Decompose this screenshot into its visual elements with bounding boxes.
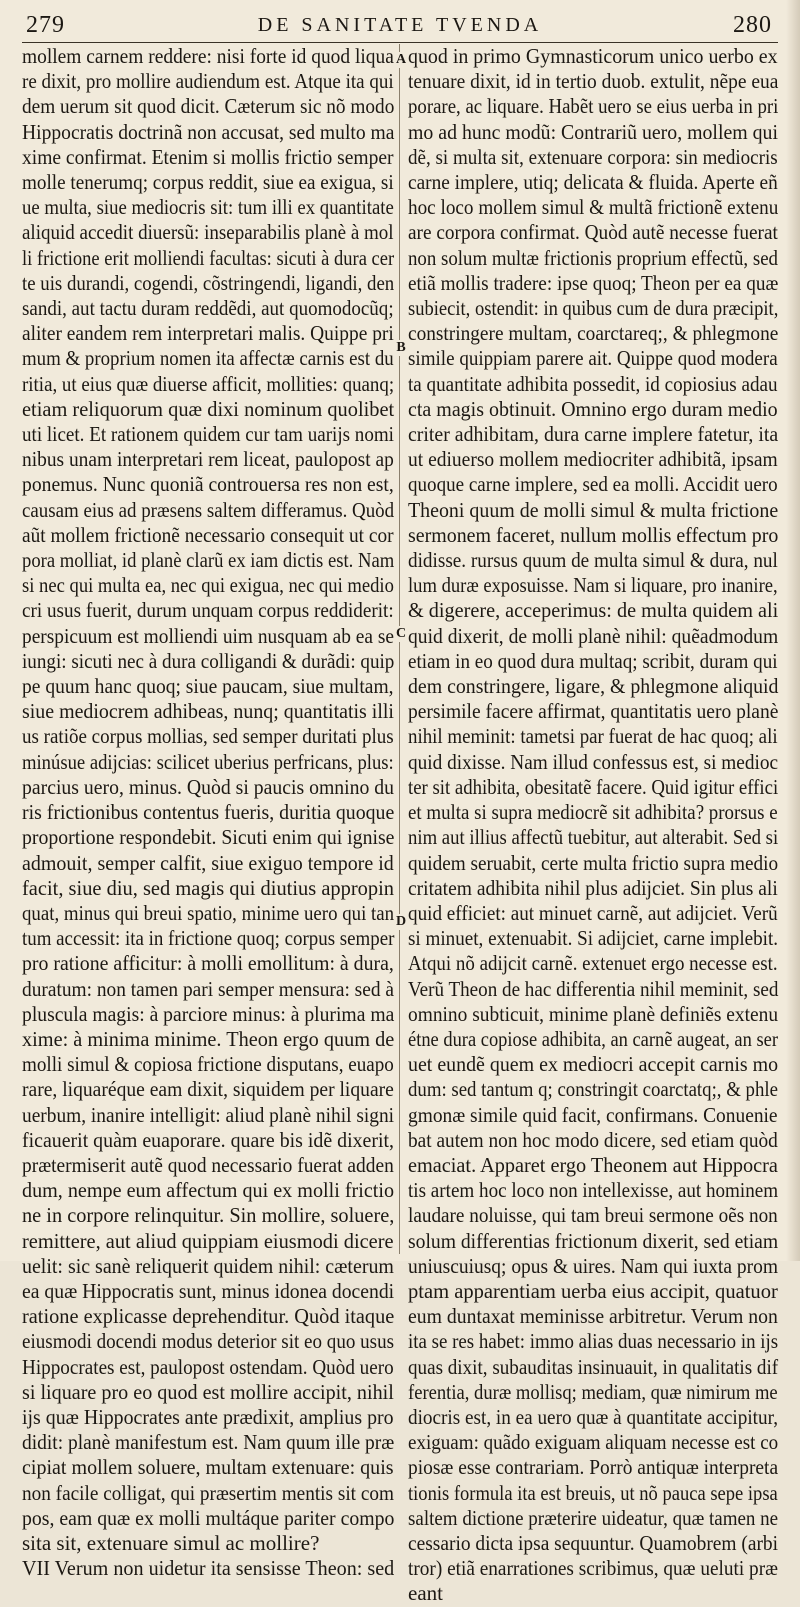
margin-letter-d: D (395, 914, 407, 929)
margin-letter-c: C (395, 626, 407, 641)
text-line: saltem dictione præterire uideatur, quæ tamen ne (408, 1505, 779, 1530)
text-line: dum: sed tantum q; constringit coarctatq;, & phle (408, 1077, 778, 1102)
text-line: eum duntaxat meminisse arbitretur. Verum non (408, 1304, 778, 1329)
text-line: causam eius ad præsens saltem differamus. Quòd (22, 497, 395, 522)
text-line: pluscula magis: à parciore minus: à plurima ma (22, 1001, 395, 1026)
text-line: xime: à minima minime. Theon ergo quum de (22, 1026, 395, 1051)
page-number-left: 279 (26, 12, 65, 38)
text-line: quid dixisse. Nam illud confessus est, si medioc (408, 749, 779, 774)
text-line: li frictione erit molliendi facultas: sicuti à dura cer (22, 245, 395, 270)
left-column-text (22, 44, 395, 1581)
margin-letter-b: B (396, 340, 406, 355)
text-line: étne dura copiose adhibita, an carnẽ augeat, an ser (408, 1026, 778, 1051)
text-line: Verũ Theon de hac differentia nihil meminit, sed (408, 976, 779, 1001)
text-line: quidem seruabit, certe multa frictio supra medio (408, 850, 779, 875)
text-line: aũt mollem frictionẽ necessario consequit ut cor (22, 522, 394, 547)
running-header (22, 10, 778, 43)
text-line: ponemus. Nunc quoniã controuersa res non est, (22, 472, 394, 497)
text-line: porare, ac liquare. Habẽt uero se eius uerba in pri (408, 94, 779, 119)
text-line: prætermiserit autẽ quod necessario fuerat adden (22, 1152, 394, 1177)
text-line: ptam apparentiam uerba eius accipit, quatuor (408, 1278, 778, 1303)
text-line: ficauerit quàm euaporare. quare bis idẽ dixerit, (22, 1127, 395, 1152)
text-line: si liquare pro eo quod est mollire accipit, nihil (22, 1379, 394, 1404)
text-line: carne implere, utiq; delicata & fluida. Aperte eñ (408, 170, 778, 195)
text-line: eant (408, 1581, 443, 1606)
text-line: quat, minus qui breui spatio, minime uero qui tan (22, 900, 395, 925)
text-line: cta magis obtinuit. Omnino ergo duram medio (408, 396, 778, 421)
text-line: molle tenerumq; corpus reddit, siue ea exigua, si (22, 170, 394, 195)
text-line: nihil meminit: tametsi par fuerat de hac quoq; ali (408, 724, 778, 749)
text-line: aliter eandem rem interpretari malis. Quippe pri (22, 321, 394, 346)
text-line: ferentia, duræ mollisq; mediam, quæ nimirum me (408, 1379, 778, 1404)
text-line: si nec qui multa ea, nec qui exigua, nec qui medio (22, 573, 394, 598)
text-line: mum & proprium nomen ita affectæ carnis est du (22, 346, 394, 371)
text-line: tum accessit: ita in frictione quoq; corpus semper (22, 926, 395, 951)
text-line: dem uerum sit quod dicit. Cæterum sic nõ modo (22, 94, 395, 119)
text-line: non solum multæ frictionis proprium effectũ, sed (408, 245, 779, 270)
text-line: ris frictionibus contentus fueris, duritia quoque (22, 800, 395, 825)
text-line: etiam reliquorum quæ dixi nominum quolibet (22, 396, 395, 421)
column-divider (399, 44, 400, 1254)
text-line: constringere multam, coarctareq;, & phlegmone (408, 321, 779, 346)
text-line: molli simul & copiosa frictione disputans, euapo (22, 1052, 394, 1077)
text-line: cessario dicta ipsa sequuntur. Quamobrem (arbi (408, 1530, 779, 1555)
text-line: gmonæ simile quid facit, confirmans. Conuenie (408, 1102, 778, 1127)
text-line: iungi: sicuti nec à dura colligandi & durãdi: quip (22, 648, 395, 673)
text-line: lum duræ exposuisse. Nam si liquare, pro inanire, (408, 573, 778, 598)
text-line: aliquid accedit diuersũ: inseparabilis planè à mol (22, 220, 394, 245)
text-line: ne in corpore relinquitur. Sin mollire, soluere, (22, 1203, 395, 1228)
text-line: nibus unam interpretari rem liceat, paulopost ap (22, 447, 394, 472)
text-line: mollem carnem reddere: nisi forte id quod liqua (22, 44, 394, 68)
text-line: duratum: non tamen pari semper mensura: sed à (22, 976, 394, 1001)
text-line: si minuet, extenuabit. Si adijciet, carne implebit. (408, 926, 779, 951)
text-line: ut ediuerso mollem mediocriter adhibitã, ipsam (408, 447, 778, 472)
text-line: xime confirmat. Etenim si mollis frictio semper (22, 144, 394, 169)
text-line: ijs quæ Hippocrates ante prædixit, amplius pro (22, 1404, 394, 1429)
text-line: remittere, aut aliud quippiam eiusmodi dicere (22, 1228, 394, 1253)
text-line: etiam in eo quod dura multaq; scribit, duram qui (408, 648, 778, 673)
text-line: cri usus fuerit, durum unquam corpus reddiderit: (22, 598, 394, 623)
text-line: cipiat mollem soluere, multam extenuare: quis (22, 1455, 394, 1480)
text-line: tis artem hoc loco non intellexisse, aut hominem (408, 1178, 779, 1203)
text-line: non facile colligat, qui præsertim mentis sit com (22, 1480, 394, 1505)
text-line: uelit: sic sanè reliquerit quidem nihil: cæterum (22, 1253, 394, 1278)
text-line: etiã mollis tradere: ipse quoq; Theon per ea quæ (408, 270, 779, 295)
text-line: facit, siue diu, sed magis qui diutius appropin (22, 875, 395, 900)
text-line: pe quum hanc quoq; siue paucam, siue multam, (22, 674, 394, 699)
text-line: VII Verum non uidetur ita sensisse Theon: sed (22, 1556, 395, 1581)
running-title: DE SANITATE TVENDA (257, 14, 543, 36)
text-line: re dixit, pro mollire audiendum est. Atque ita qui (22, 69, 394, 94)
margin-letter-a: A (395, 52, 407, 67)
text-line: sandi, aut tactu duram reddẽdi, aut quomodocũq; (22, 296, 394, 321)
text-line: piosæ esse contrariam. Porrò antiquæ interpreta (408, 1455, 779, 1480)
text-line: tenuare dixit, id in tertio duob. extulit, nẽpe eua (408, 69, 779, 94)
text-line: et multa si supra mediocrẽ sit adhibita? prorsus e (408, 800, 778, 825)
text-line: Hippocrates est, paulopost ostendam. Quòd uero (22, 1354, 394, 1379)
page-edge-shadow (786, 0, 800, 1261)
text-line: eiusmodi docendi modus deterior sit eo quo usus (22, 1329, 395, 1354)
text-line: & digerere, acceperimus: de multa quidem ali (408, 598, 779, 623)
text-line: sita sit, extenuare simul ac mollire? (22, 1530, 320, 1555)
text-line: uerbum, inanire intelligit: aliud planè nihil signi (22, 1102, 395, 1127)
text-line: dẽ, si multa sit, extenuare corpora: sin mediocris (408, 144, 778, 169)
text-line: rare, liquaréque eam dixit, siquidem per liquare (22, 1077, 394, 1102)
text-line: dum, nempe eum affectum qui ex molli frictio (22, 1178, 395, 1203)
text-line: hoc loco mollem simul & multã frictionẽ extenu (408, 195, 779, 220)
text-line: ratione explicasse deprehenditur. Quòd itaque (22, 1304, 395, 1329)
right-column-text (408, 44, 779, 1606)
text-line: diocris est, in ea uero quæ à quantitate accipitur, (408, 1404, 779, 1429)
text-line: uniuscuiusq; opus & uires. Nam qui iuxta prom (408, 1253, 778, 1278)
text-line: admouit, semper calfit, siue exiguo tempore id (22, 850, 394, 875)
text-line: Theoni quum de molli simul & multa frictione (408, 497, 779, 522)
text-line: bat autem non hoc modo dicere, sed etiam quòd (408, 1127, 778, 1152)
text-line: laudare noluisse, qui tam breui sermone oẽs non (408, 1203, 778, 1228)
text-line: minúsue adijcias: scilicet uberius perfricans, plus: (22, 749, 394, 774)
text-line: didisse. rursus quum de multa simul & dura, nul (408, 548, 778, 573)
page-number-right: 280 (733, 12, 772, 38)
text-line: Atqui nõ adijcit carnẽ. extenuet ergo necesse est. (408, 951, 778, 976)
text-line: simile quippiam parere ait. Quippe quod modera (408, 346, 778, 371)
text-line: criter adhibitam, dura carne implere fatetur, ita (408, 422, 779, 447)
text-line: Hippocratis doctrinã non accusat, sed multo ma (22, 119, 395, 144)
text-line: omnino subticuit, minime planè definiẽs extenu (408, 1001, 779, 1026)
text-line: tror) etiã enarrationes scribimus, quæ ueluti præ (408, 1556, 778, 1581)
text-line: exiguam: quãdo exiguam aliquam necesse est co (408, 1430, 779, 1455)
text-line: nim aut illius affectũ tuebitur, aut alterabit. Sed si (408, 825, 779, 850)
text-line: emaciat. Apparet ergo Theonem aut Hippocra (408, 1152, 778, 1177)
text-line: uet eundẽ quem ex mediocri accepit carnis mo (408, 1052, 779, 1077)
text-line: solum differentias frictionum dixerit, sed etiam (408, 1228, 779, 1253)
text-line: siue mediocrem adhibeas, nunq; quantitatis illi (22, 699, 394, 724)
text-line: mo ad hunc modũ: Contrariũ uero, mollem qui (408, 119, 778, 144)
text-line: are corpora confirmat. Quòd autẽ necesse fuerat (408, 220, 778, 245)
text-line: tionis formula ita est breuis, ut nõ pauca sepe ipsa (408, 1480, 778, 1505)
text-line: te uis durandi, cogendi, cõstringendi, ligandi, den (22, 270, 395, 295)
text-line: ter sit adhibita, obesitatẽ facere. Quid igitur effici (408, 774, 779, 799)
text-line: perspicuum est molliendi uim nusquam ab ea se (22, 623, 395, 648)
text-line: quid efficiet: aut minuet carnẽ, aut adijciet. Verũ (408, 900, 778, 925)
text-line: ue multa, siue mediocris sit: tum illi ex quantitate (22, 195, 394, 220)
text-line: subiecit, ostendit: in quibus cum de dura præcipit, (408, 296, 779, 321)
text-line: ritia, ut eius quæ diuerse afficit, mollities: quanq; (22, 371, 395, 396)
text-line: dem constringere, ligare, & phlegmone aliquid (408, 674, 779, 699)
text-line: uti licet. Et rationem quidem cur tam uarijs nomi (22, 422, 394, 447)
text-line: pro ratione afficitur: à molli emollitum: à dura, (22, 951, 394, 976)
text-line: ita se res habet: immo alias duas necessario in ijs (408, 1329, 779, 1354)
text-line: parcius uero, minus. Quòd si paucis omnino du (22, 774, 395, 799)
text-line: pora molliat, id planè clarũ ex iam dictis est. Nam (22, 548, 395, 573)
text-line: persimile facere affirmat, quantitatis uero planè (408, 699, 779, 724)
text-line: quod in primo Gymnasticorum unico uerbo ex (408, 44, 778, 68)
text-line: didit: planè manifestum est. Nam quum ille præ (22, 1430, 395, 1455)
text-line: quoque carne implere, sed ea molli. Accidit uero (408, 472, 778, 497)
text-line: quas dixit, subauditas insinuauit, in qualitatis dif (408, 1354, 779, 1379)
text-line: sermonem faceret, nullum mollis effectum pro (408, 522, 779, 547)
text-line: ta quantitate adhibita possedit, id copiosius adau (408, 371, 778, 396)
text-line: quid dixerit, de molli planè nihil: quẽadmodum (408, 623, 779, 648)
text-line: ea quæ Hippocratis sunt, minus idonea docendi (22, 1278, 395, 1303)
text-line: pos, eam quæ ex molli multáque pariter compo (22, 1505, 395, 1530)
text-line: proportione respondebit. Sicuti enim qui ignise (22, 825, 395, 850)
text-line: us ratiõe corpus mollias, sed semper duritati plus (22, 724, 394, 749)
text-line: critatem adhibita nihil plus adijciet. Sin plus ali (408, 875, 778, 900)
